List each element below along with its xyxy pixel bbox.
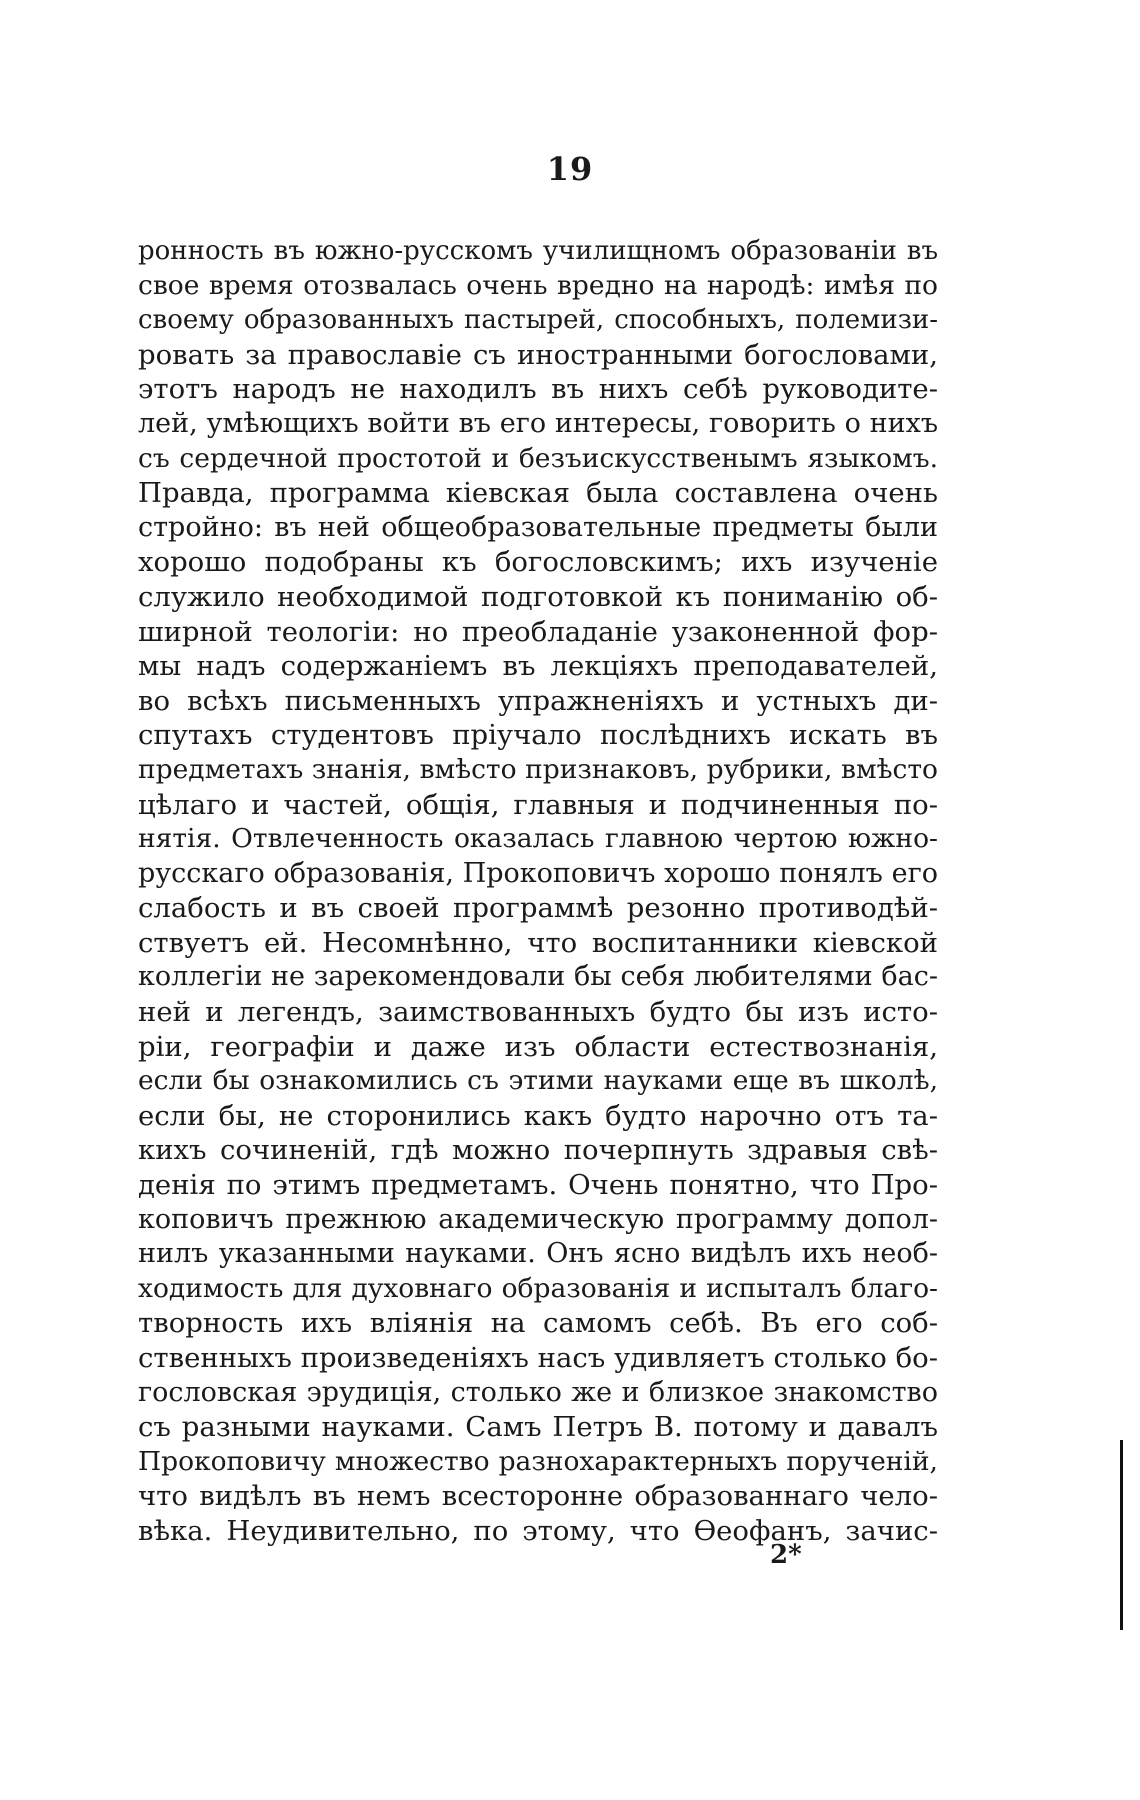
text-line: служило необходимой подготовкой къ пониманію об- [138, 580, 938, 613]
text-line: этотъ народъ не находилъ въ нихъ себѣ руководите- [138, 373, 938, 406]
text-line: ствуетъ ей. Несомнѣнно, что воспитанники кіевской [138, 926, 938, 959]
text-line: во всѣхъ письменныхъ упражненіяхъ и устныхъ ди- [138, 684, 938, 717]
text-line: если бы ознакомились съ этими науками еще въ школѣ, [138, 1065, 938, 1097]
text-line: коповичъ прежнюю академическую программу допол- [138, 1203, 938, 1235]
text-line: спутахъ студентовъ пріучало послѣднихъ искать въ [138, 719, 938, 752]
text-line: Правда, программа кіевская была составлена очень [138, 477, 938, 510]
text-line: если бы, не сторонились какъ будто нарочно отъ та- [138, 1099, 938, 1132]
text-line: лей, умѣющихъ войти въ его интересы, говорить о нихъ [138, 407, 938, 439]
text-line: что видѣлъ въ немъ всесторонне образованнаго чело- [138, 1480, 938, 1513]
text-line: свое время отозвалась очень вредно на народѣ: имѣя по [138, 269, 938, 301]
text-line: коллегіи не зарекомендовали бы себя любителями бас- [138, 961, 938, 993]
text-line: творность ихъ вліянія на самомъ себѣ. Въ его соб- [138, 1307, 938, 1340]
signature-mark: 2* [770, 1540, 802, 1570]
text-line: вѣка. Неудивительно, по этому, что Ѳеофанъ, зачис- [138, 1514, 938, 1547]
text-line: нилъ указанными науками. Онъ ясно видѣлъ ихъ необ- [138, 1238, 938, 1270]
page-number: 19 [546, 150, 594, 188]
text-line: ходимость для духовнаго образованія и испыталъ благо- [138, 1272, 938, 1304]
text-line: ней и легендъ, заимствованныхъ будто бы изъ исто- [138, 996, 938, 1029]
text-line: съ разными науками. Самъ Петръ В. потому и давалъ [138, 1411, 938, 1444]
text-line: ронность въ южно-русскомъ училищномъ образованіи въ [138, 236, 938, 266]
scan-edge-line [1120, 1440, 1123, 1630]
text-line: Прокоповичу множество разнохарактерныхъ порученій, [138, 1445, 938, 1477]
text-line: ровать за православіе съ иностранными богословами, [138, 338, 938, 371]
text-line: предметахъ знанія, вмѣсто признаковъ, рубрики, вмѣсто [138, 753, 938, 785]
text-line: слабость и въ своей программѣ резонно противодѣй- [138, 892, 938, 925]
text-line: съ сердечной простотой и безъискусственымъ языкомъ. [138, 442, 938, 474]
body-text [138, 234, 938, 1549]
text-line: своему образованныхъ пастырей, способныхъ, полемизи- [138, 305, 938, 336]
text-line: ріи, географіи и даже изъ области естествознанія, [138, 1030, 938, 1063]
text-line: ширной теологіи: но преобладаніе узаконенной фор- [138, 615, 938, 648]
text-line: хорошо подобраны къ богословскимъ; ихъ изученіе [138, 546, 938, 579]
text-line: ственныхъ произведеніяхъ насъ удивляетъ столько бо- [138, 1342, 938, 1374]
text-line: нятія. Отвлеченность оказалась главною чертою южно- [138, 823, 938, 855]
text-line: русскаго образованія, Прокоповичъ хорошо понялъ его [138, 857, 938, 889]
text-line: кихъ сочиненій, гдѣ можно почерпнуть здравыя свѣ- [138, 1134, 938, 1167]
text-line: денія по этимъ предметамъ. Очень понятно, что Про- [138, 1169, 938, 1202]
text-line: стройно: въ ней общеобразовательные предметы были [138, 511, 938, 543]
text-line: гословская эрудиція, столько же и близкое знакомство [138, 1376, 938, 1408]
text-line: цѣлаго и частей, общія, главныя и подчиненныя по- [138, 788, 938, 821]
text-line: мы надъ содержаніемъ въ лекціяхъ преподавателей, [138, 650, 938, 683]
